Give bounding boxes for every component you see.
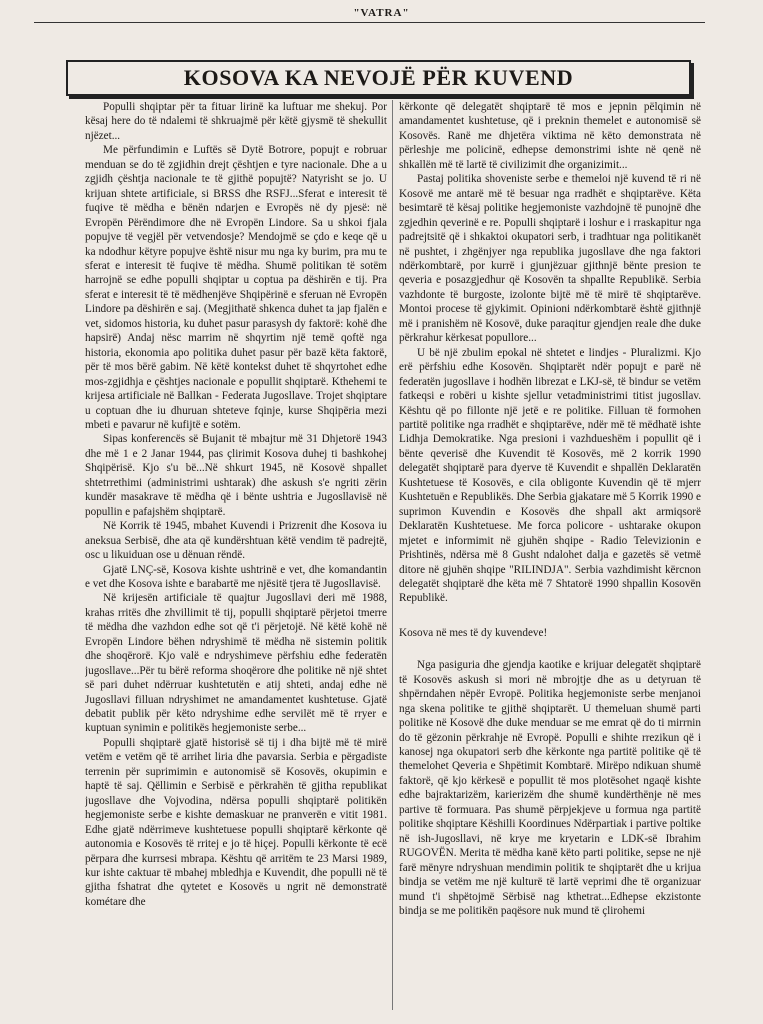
paragraph: Në krijesën artificiale të quajtur Jugosllavi deri më 1988, krahas rritës dhe zhvillimit të tij, populli shqiptarë përjetoi tmerre të mëdha dhe vazhdon edhe sot që t'i përjetojë. Në këtë kohë në Evropën Lindore bëhen ndryshimë të mëdha në sistemin politik dhe shoqërorë. Kjo valë e ndryshimeve përfshiu edhe federatën jugosllave...Për tu bërë reforma shoqërore dhe politike në një shtet së pari duhet ndërruar kushtetutën e atij shteti, andaj edhe në Jugosllavi filluan ndryshimet ne amandamentet kushtetuse. Gjatë debatit publik për këto ndryshime edhe servilët më të rryer e kuptuan synimin e politikës hegjemoniste serbe... [85,592,387,735]
left-column [85,100,387,1015]
paragraph: Në Korrik të 1945, mbahet Kuvendi i Prizrenit dhe Kosova iu aneksua Serbisë, dhe ata që kundërshtuan këtë vendim të padrejtë, osc u likuiduan ose u dënuan rëndë. [85,520,387,562]
paragraph: Populli shqiptarë gjatë historisë së tij i dha bijtë më të mirë vetëm e vetëm që të arrihet liria dhe pavarsia. Serbia e përgadiste terrenin për suprimimin e autonomisë së Kosovës, okupimin e haptë të saj. Qëllimin e Serbisë e përkrahën të gjitha republikat jugosllave dhe Vojvodina, ndërsa populli shqiptarë politikën hegjemoniste serbe e kishte demaskuar ne pranverën e vitit 1981. Edhe gjatë ndërrimeve kushtetuese populli shqiptarë kërkonte që autonomia e Kosovës të rritej e jo të hiçej. Populli kërkonte të ecë përpara dhe kurrsesi mbrapa. Kështu që arritëm te 23 Marsi 1989, kur ishte caktuar të mbahej mbledhja e Kuvendit, dhe populli në të gjitha fshatrat dhe qytetet e Kosovës u ngrit në demonstratë kométare dhe [85,736,387,908]
header-rule [34,22,705,23]
article-title: KOSOVA KA NEVOJË PËR KUVEND [183,65,574,90]
paragraph: U bë një zbulim epokal në shtetet e lindjes - Pluralizmi. Kjo erë përfshiu edhe Kosovën. Shqiptarët ndër popujt e parë në federatën jugosllave i hodhën librezat e LKJ-së, të bindur se vetëm fatkeqsi e robëri u kishte sjellur vetadministrimi titist jugosllav. Kështu që po fillonte një jetë e re politike. Filluan të formohen partitë politike nga rradhët e shqiptarëve, ndër më të mëdhatë ishte Lidhja Demokratike. Nga presioni i vazhdueshëm i popullit që i bënte qeverisë dhe Kuvendit të Kosovës, më 2 korrik 1990 delegatët shqiptarë para dyerve të Kuvendit e shpallën Deklaratën Kushtetuese të Kosovës, e cila obligonte Kuvendin që të mjerr Kushtetuën e Republikës. Dhe Serbia gjakatare më 5 Korrik 1990 e suprimon Kuvendin e Kosovës dhe shpall akt armiqsorë Deklaratën Kushtetuese. Me forca policore - ushtarake okupon mjetet e informimit në gjuhën shqipe - Radio Televizionin e Prishtinës, ndërsa më 8 Gusht ndalohet dalja e gazetës së vetmë ditore në gjuhën shqipe "RILINDJA". Serbia vazhdimisht kërcnon delegatët shqiptarë dhe këta më 7 Shtatorë 1990 shpallin Kosovën Republikë. [399,346,701,605]
paragraph: Pastaj politika shoveniste serbe e themeloi një kuvend të ri në Kosovë me antarë më të besuar nga rradhët e shqiptarëve. Këta besimtarë të kësaj politike hegjemoniste vazhdojnë të punojnë dhe zgjedhin qeverinë e re. Populli shqiptarë i loshur e i rraskapitur nga padrejtsitë që i shkaktoi okupatori serb, i tradhtuar nga politikanët në pushtet, i zhgënjyer nga republika jugosllave dhe nga faktori ndërkombtarë, por kurrë i gjunjëzuar gjithnjë bënte presion te qeveria e posazgjedhur që Kosovën ta shpallte Republikë. Serbia vazhdonte të burgoste, izolonte bijtë më të mirë të shqiptarëve. Montoi procese të gjykimit. Opinioni ndërkombtarë është gjithnjë më i pranishëm në Kosovë, duke paraqitur gjendjen reale dhe duke përkrahur kërkesat popullore... [399,173,701,345]
running-head: "VATRA" [353,7,410,19]
paragraph: Sipas konferencës së Bujanit të mbajtur më 31 Dhjetorë 1943 dhe më 1 e 2 Janar 1944, pas çlirimit Kosova duhej ti bashkohej Shqipërisë. Kjo s'u bë...Në shkurt 1945, në Kosovë shpallet shtetrrethimi (administrimi ushtarak) dhe askush s'e ngriti zërin kundër masakrave të mëdha që i bënte ushtria e Jugosllavisë në popullin e pafajshëm shqiptarë. [85,433,387,518]
column-divider [392,100,393,1010]
paragraph: Me përfundimin e Luftës së Dytë Botrore, popujt e robruar menduan se do të zgjidhin drejt çështjen e tyre nacionale. Dhe a u zgjidh çështja nacionale te të gjithë popujtë? Natyrisht se jo. U krijuan shtete artificiale, si BRSS dhe RSFJ...Sferat e interesit të fuqive të mëdha e bënën ndarjen e Evropës në dy pjesë: në Evropën Përëndimore dhe në Evropën Lindore. Sa u shkoi fjala popujve të vegjël për vetvendosje? Mendojmë se çdo e keqe që u ka ndodhur këtyre popujve është nisur mu nga ky burim, pra mu te sferat e interesit të fuqive të mëdha. Shumë politikan të sotëm harrojnë se edhe populli shqiptar u coptua pa dëshirën e tij. Pra sferat e interesit të të mëdhenjëve Shqipërinë e sferuan në Evropën Lindore pa dëshirën e saj. (Megjithatë shkenca duhet ta jap fjalën e vet, sidomos historia, ku duhet pasur parasysh dy faktorë: kohë dhe hapsirë) Andaj nësc marrim në shqyrtim një temë qoftë nga historia, ekonomia apo politika duhet pasur për bazë këta faktorë, për të mos bërë gabim. Në këtë kontekst duhet të shqyrtohet edhe mos-zgjidhja e çështjes nacionale e popullit shqiptarë. Kthehemi te krijesa artificiale në Ballkan - Federata Jugosllave. Trojet shqiptare u coptuan dhe iu dhuruan shteteve fqinje, kurse Shqipëria mezi mbeti e pavarur në kufijtë e sotëm. [85,144,387,431]
paragraph: Populli shqiptar për ta fituar lirinë ka luftuar me shekuj. Por kësaj here do të ndalemi të shkruajmë për këtë gjysmë të shekullit njëzet... [85,101,387,142]
paragraph: kërkonte që delegatët shqiptarë të mos e jepnin pëlqimin në amandamentet kushtetuse, që i preknin themelet e autonomisë së Kosovës. Ranë me dhjetëra viktima në këto demonstrata në përleshje me policinë, edhepse demonstrimi ishte në qenë në shkallën më të lartë të civilizimit dhe organizimit... [399,101,701,171]
paragraph: Gjatë LNÇ-së, Kosova kishte ushtrinë e vet, dhe komandantin e vet dhe Kosova ishte e barabartë me njësitë tjera të Jugosllavisë. [85,563,387,590]
paragraph: Nga pasiguria dhe gjendja kaotike e krijuar delegatët shqiptarë të Kosovës askush si mori në mbrojtje dhe as u detyruan të shpërndahen nëpër Evropë. Politika hegjemoniste serbe menjanoi nga skena politike te gjithë shqiptarët. U themeluan shumë parti politike në Kosovë dhe duke menduar se me emrat që do ti mirrnin do të gëzonin përkrahje në Evropë. Populli e shihte rrezikun që i kanosej nga okupatori serb dhe kërkonte nga partitë politike që të themelohet Qeveria e Shpëtimit Kombtarë. Mirëpo ndikuan shumë faktorë, që kjo kërkesë e popullit të mos plotësohet ngaqë kishte edhe bajraktarizëm, karierizëm dhe shumë kundërthënje në mes partive të formuara. Pas shumë përpjekjeve u formua nga partitë politike shqiptare Këshilli Koordinues Ndërpartiak i partive poltike në ish-Jugosllavi, në krye me kryetarin e LDK-së Ibrahim RUGOVËN. Merita të mëdha kanë këto parti politike, sepse ne një farë mënyre ndryshuan mendimin politik te shqiptarët dhe u krijua bindja se vetëm me një kulturë të lartë veprimi dhe të organizuar mund t'i shpëtojmë Sërbisë nag kthetrat...Edhepse ekzistonte bindja se me politikën paqësore nuk mund të çlirohemi [399,659,701,918]
article-title-box [66,60,691,96]
section-subheading: Kosova në mes të dy kuvendeve! [399,626,548,639]
right-column [399,100,701,1015]
